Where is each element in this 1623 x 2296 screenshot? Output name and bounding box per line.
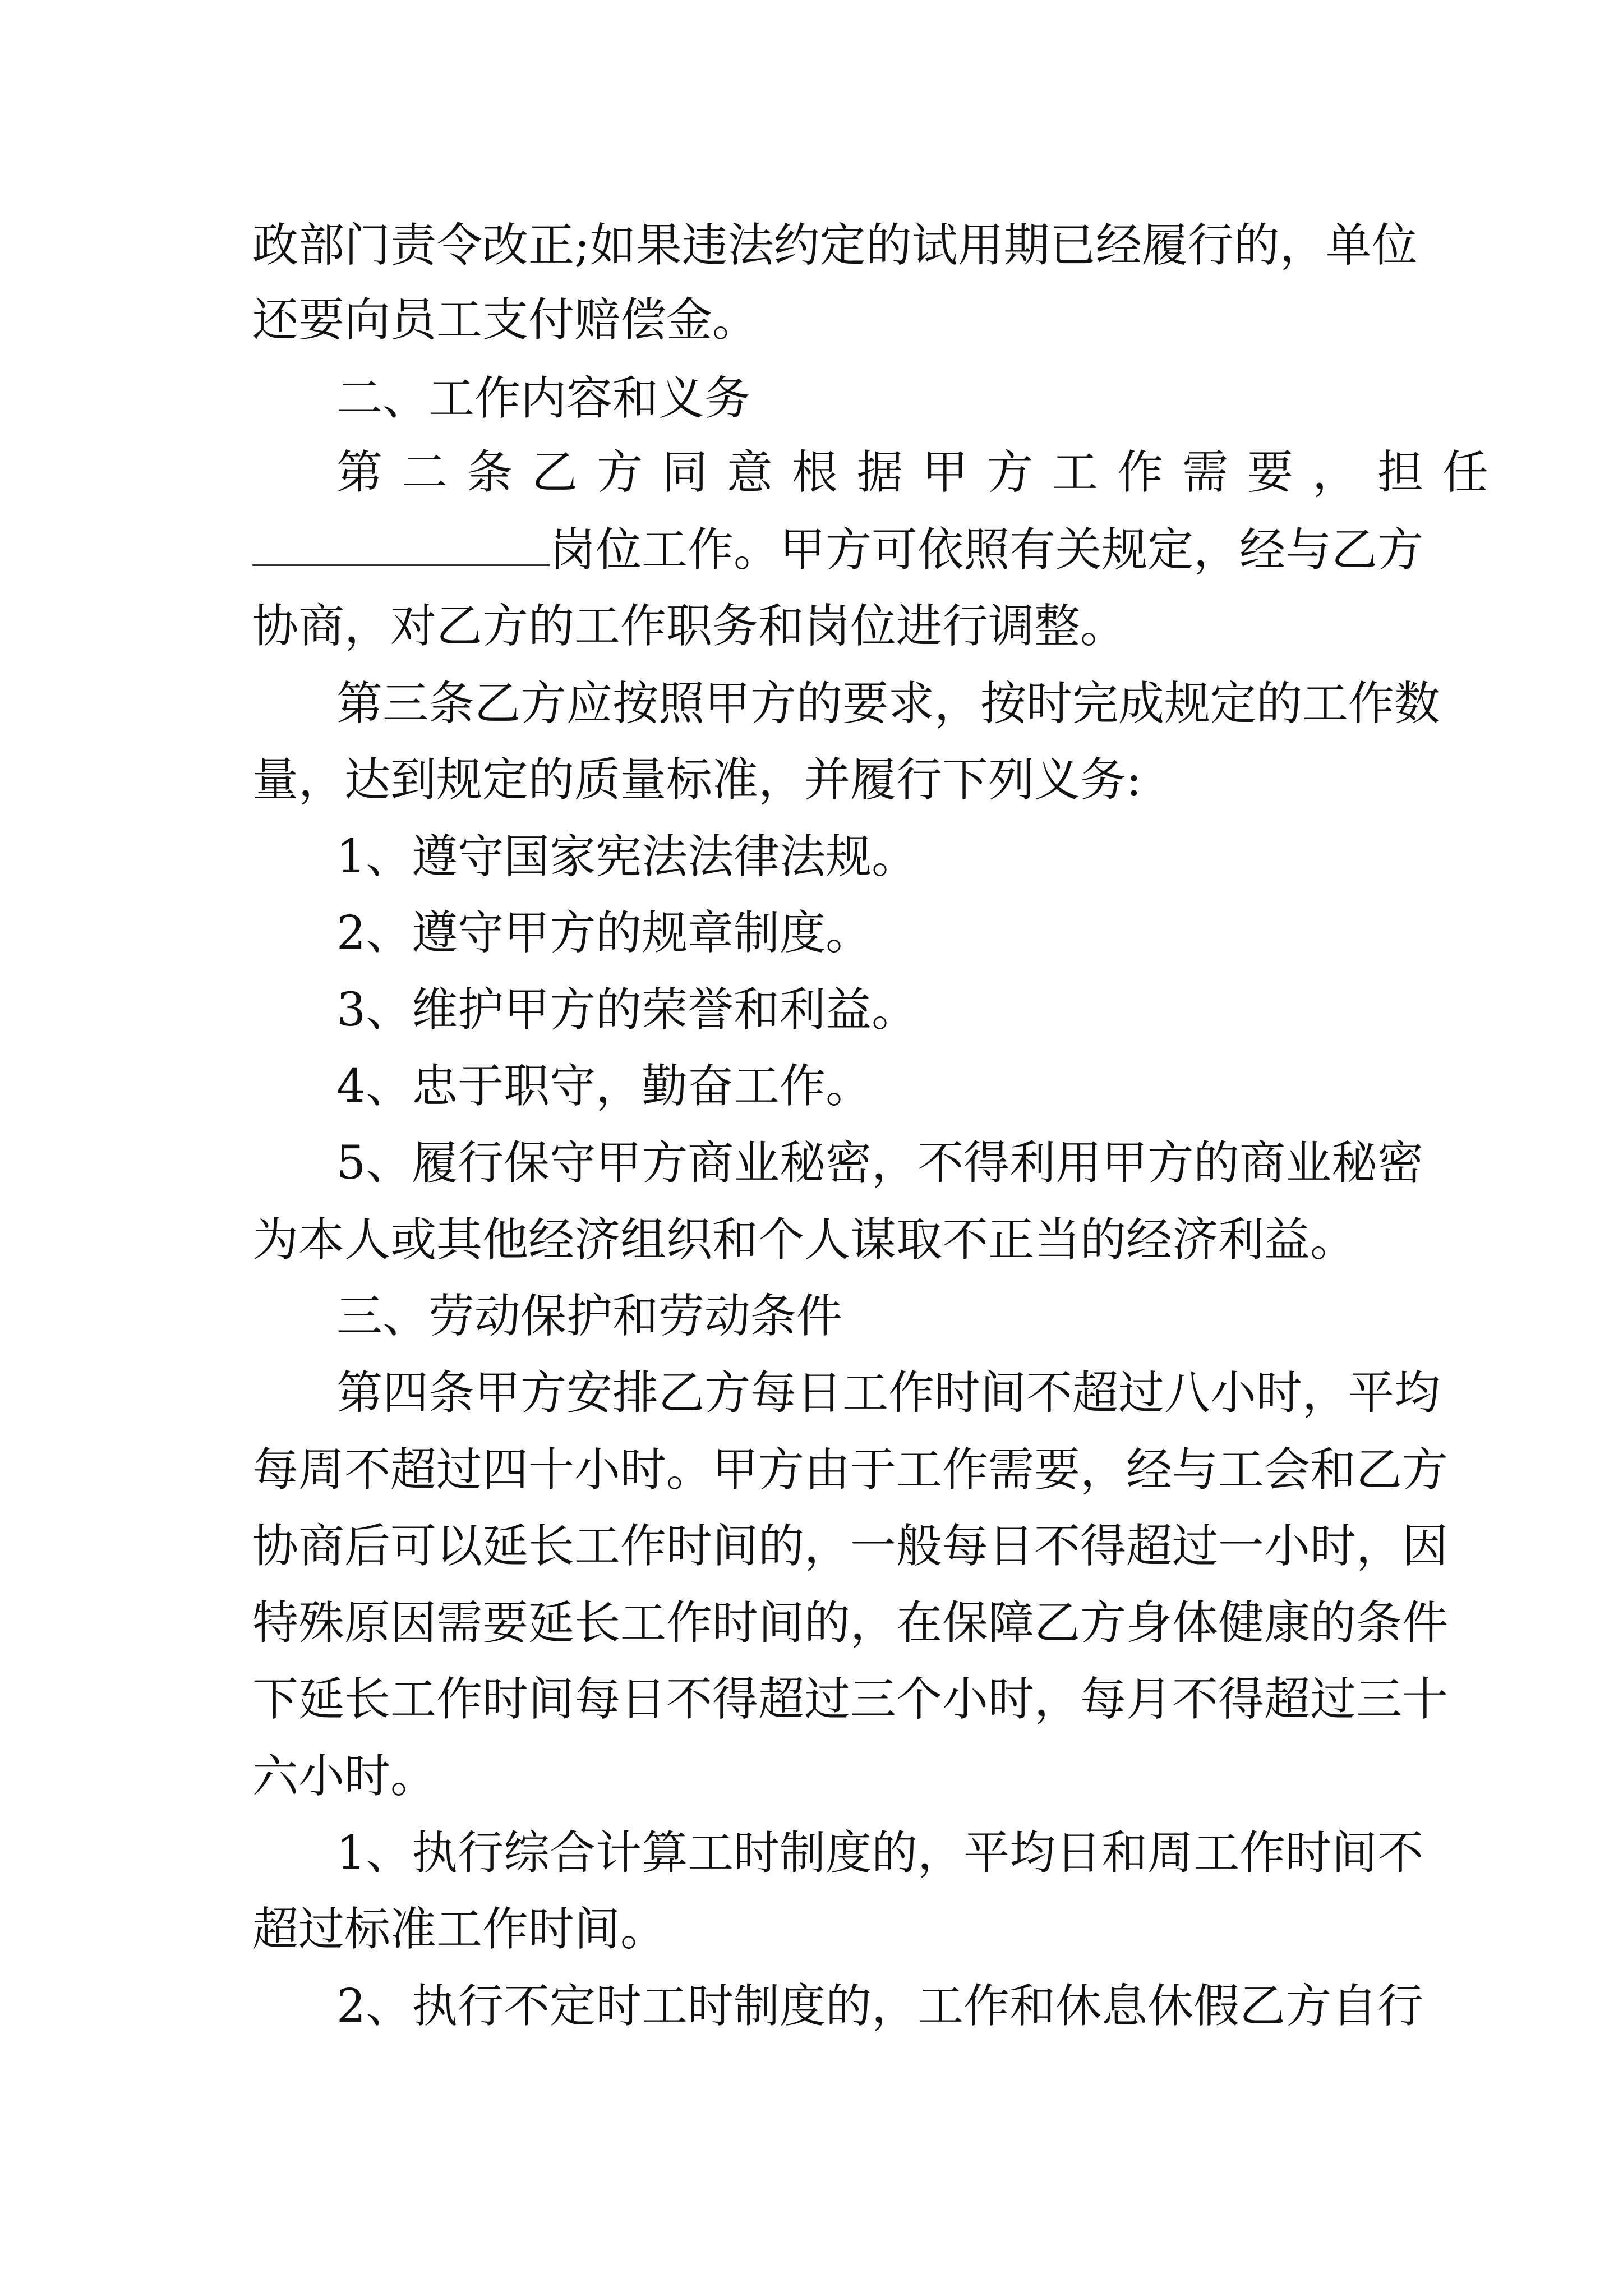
text-line: 特殊原因需要延长工作时间的，在保障乙方身体健康的条件 <box>252 1596 1449 1650</box>
list-item: 2、执行不定时工时制度的，工作和休息休假乙方自行 <box>336 1980 1424 2033</box>
text-line: 量，达到规定的质量标准，并履行下列义务: <box>252 753 1142 807</box>
list-item: 4、忠于职守，勤奋工作。 <box>336 1060 872 1113</box>
text-line: 协商，对乙方的工作职务和岗位进行调整。 <box>252 600 1127 653</box>
list-item: 1、遵守国家宪法法律法规。 <box>336 830 918 884</box>
section-heading: 二、工作内容和义务 <box>336 372 751 425</box>
text-line: 第三条乙方应按照甲方的要求，按时完成规定的工作数 <box>336 677 1441 730</box>
blank-underline <box>252 508 550 566</box>
text-line: 协商后可以延长工作时间的，一般每日不得超过一小时，因 <box>252 1520 1449 1573</box>
text-after-blank: 岗位工作。甲方可依照有关规定，经与乙方 <box>550 523 1424 577</box>
text-line: 每周不超过四十小时。甲方由于工作需要，经与工会和乙方 <box>252 1443 1449 1497</box>
section-heading: 三、劳动保护和劳动条件 <box>336 1290 843 1343</box>
text-line: 第二条乙方同意根据甲方工作需要，担任 <box>336 446 1508 499</box>
text-line: 还要向员工支付赔偿金。 <box>252 293 759 347</box>
text-line: 政部门责令改正;如果违法约定的试用期已经履行的，单位 <box>252 219 1418 272</box>
text-line: 下延长工作时间每日不得超过三个小时，每月不得超过三十 <box>252 1673 1449 1726</box>
list-item: 3、维护甲方的荣誉和利益。 <box>336 983 918 1037</box>
text-line: 超过标准工作时间。 <box>252 1903 667 1956</box>
list-item: 2、遵守甲方的规章制度。 <box>336 907 872 960</box>
text-line: 为本人或其他经济组织和个人谋取不正当的经济利益。 <box>252 1213 1357 1267</box>
text-line: 第四条甲方安排乙方每日工作时间不超过八小时，平均 <box>336 1366 1441 1420</box>
text-line: 六小时。 <box>252 1750 437 1803</box>
list-item: 5、履行保守甲方商业秘密，不得利用甲方的商业秘密 <box>336 1137 1424 1190</box>
text-line <box>252 508 1424 592</box>
list-item: 1、执行综合计算工时制度的，平均日和周工作时间不 <box>336 1826 1424 1880</box>
